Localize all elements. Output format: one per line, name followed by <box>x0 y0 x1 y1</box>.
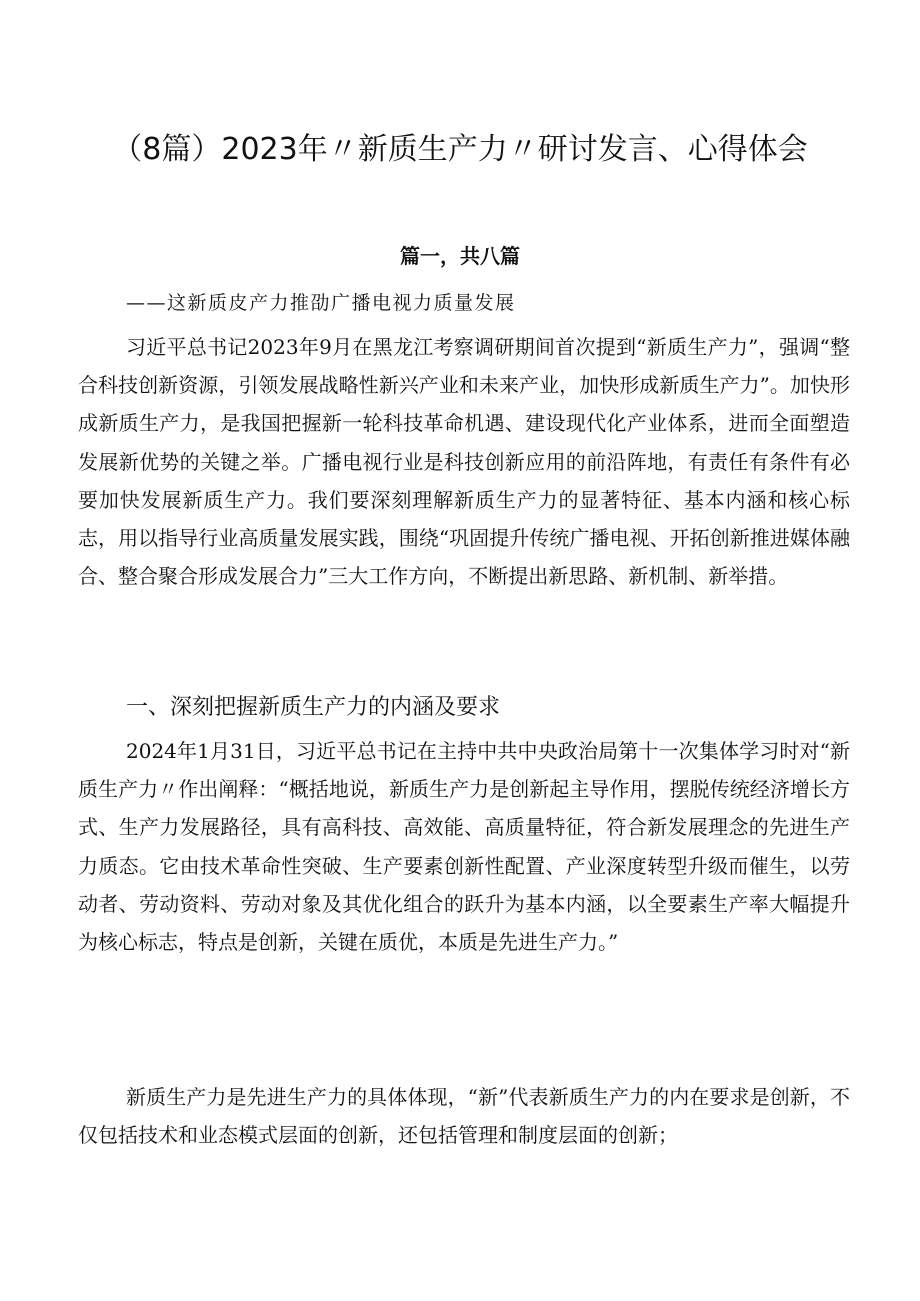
subsection-heading: 一、深刻把握新质生产力的内涵及要求 <box>126 695 501 720</box>
document-title: （8篇）2023年〃新质生产力〃研讨发言、心得体会 <box>112 132 808 167</box>
body-paragraph: 习近平总书记2023年9月在黑龙江考察调研期间首次提到“新质生产力”，强调“整合科技创新资源，引领发展战略性新兴产业和未来产业，加快形成新质生产力”。加快形成新质生产力，是我国把握新一轮科技革命机遇、建设现代化产业体系，进而全面塑造发展新优势的关键之举。广播电视行业是科技创新应用的前沿阵地，有责任有条件有必要加快发展新质生产力。我们要深刻理解新质生产力的显著特征、基本内涵和核心标志，用以指导行业高质量发展实践，围绕“巩固提升传统广播电视、开拓创新推进媒体融合、整合聚合形成发展合力”三大工作方向，不断提出新思路、新机制、新举措。 <box>78 335 850 589</box>
body-paragraph: 新质生产力是先进生产力的具体体现，“新”代表新质生产力的内在要求是创新，不仅包括技术和业态模式层面的创新，还包括管理和制度层面的创新； <box>78 1085 850 1148</box>
section-heading: 篇一，共八篇 <box>400 244 520 268</box>
body-paragraph: 2024年1月31日，习近平总书记在主持中共中央政治局第十一次集体学习时对“新质生产力〃作出阐释：“概括地说，新质生产力是创新起主导作用，摆脱传统经济增长方式、生产力发展路径，具有高科技、高效能、高质量特征，符合新发展理念的先进生产力质态。它由技术革命性突破、生产要素创新性配置、产业深度转型升级而催生，以劳动者、劳动资料、劳动对象及其优化组合的跃升为基本内涵，以全要素生产率大幅提升为核心标志，特点是创新，关键在质优，本质是先进生产力。” <box>78 739 850 955</box>
article-subtitle: ——这新质皮产力推劭广播电视力质量发展 <box>126 292 516 314</box>
